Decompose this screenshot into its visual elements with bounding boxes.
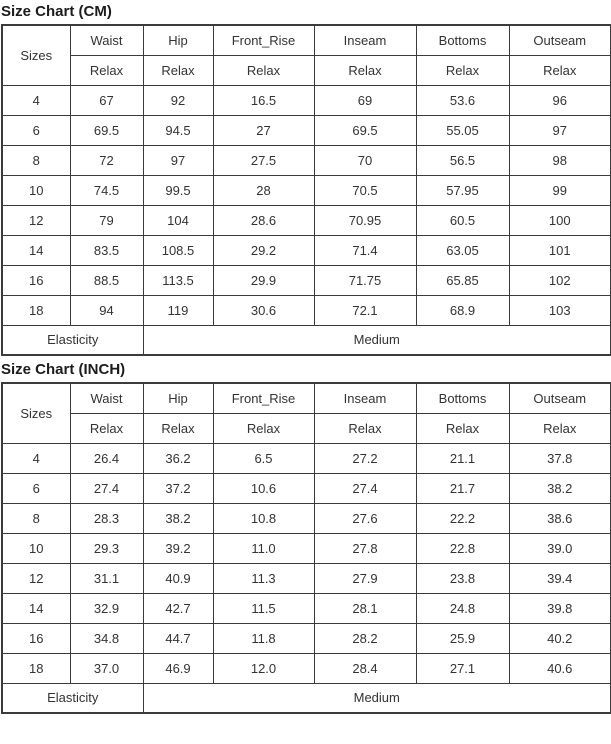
waist-cell: 83.5	[70, 235, 143, 265]
size-row	[2, 115, 611, 145]
inseam-cell: 27.8	[314, 533, 416, 563]
measure-header-cell: Bottoms	[416, 383, 509, 413]
waist-cell: 34.8	[70, 623, 143, 653]
measure-header-row	[2, 25, 611, 55]
fit-header-cell: Relax	[70, 55, 143, 85]
hip-cell: 44.7	[143, 623, 213, 653]
bottoms-cell: 21.1	[416, 443, 509, 473]
waist-cell: 74.5	[70, 175, 143, 205]
front-rise-cell: 16.5	[213, 85, 314, 115]
size-chart-inch-title: Size Chart (INCH)	[1, 361, 126, 378]
size-chart-cm-section	[1, 3, 610, 356]
bottoms-cell: 24.8	[416, 593, 509, 623]
measure-header-cell: Hip	[143, 383, 213, 413]
bottoms-cell: 53.6	[416, 85, 509, 115]
size-cell: 18	[2, 295, 70, 325]
bottoms-cell: 22.8	[416, 533, 509, 563]
size-cell: 8	[2, 145, 70, 175]
size-row	[2, 473, 611, 503]
measure-header-cell: Outseam	[509, 25, 611, 55]
size-row	[2, 653, 611, 683]
bottoms-cell: 63.05	[416, 235, 509, 265]
measure-header-cell: Inseam	[314, 25, 416, 55]
inseam-cell: 27.4	[314, 473, 416, 503]
inseam-cell: 27.2	[314, 443, 416, 473]
measure-header-row	[2, 383, 611, 413]
waist-cell: 88.5	[70, 265, 143, 295]
outseam-cell: 102	[509, 265, 611, 295]
inseam-cell: 70	[314, 145, 416, 175]
hip-cell: 39.2	[143, 533, 213, 563]
bottoms-cell: 27.1	[416, 653, 509, 683]
size-row	[2, 503, 611, 533]
bottoms-cell: 22.2	[416, 503, 509, 533]
outseam-cell: 97	[509, 115, 611, 145]
front-rise-cell: 6.5	[213, 443, 314, 473]
outseam-cell: 39.8	[509, 593, 611, 623]
outseam-cell: 39.4	[509, 563, 611, 593]
front-rise-cell: 10.6	[213, 473, 314, 503]
fit-header-cell: Relax	[70, 413, 143, 443]
size-cell: 16	[2, 623, 70, 653]
front-rise-cell: 27.5	[213, 145, 314, 175]
bottoms-cell: 21.7	[416, 473, 509, 503]
size-row	[2, 593, 611, 623]
size-cell: 6	[2, 473, 70, 503]
bottoms-cell: 65.85	[416, 265, 509, 295]
size-row	[2, 205, 611, 235]
sizes-header-cell: Sizes	[2, 25, 70, 85]
front-rise-cell: 28	[213, 175, 314, 205]
inseam-cell: 27.9	[314, 563, 416, 593]
elasticity-value-cell: Medium	[143, 325, 611, 355]
inseam-cell: 71.4	[314, 235, 416, 265]
size-chart-inch-table	[1, 382, 611, 714]
bottoms-cell: 23.8	[416, 563, 509, 593]
size-cell: 14	[2, 593, 70, 623]
size-cell: 16	[2, 265, 70, 295]
waist-cell: 37.0	[70, 653, 143, 683]
hip-cell: 92	[143, 85, 213, 115]
hip-cell: 97	[143, 145, 213, 175]
outseam-cell: 103	[509, 295, 611, 325]
hip-cell: 113.5	[143, 265, 213, 295]
front-rise-cell: 11.8	[213, 623, 314, 653]
inseam-cell: 27.6	[314, 503, 416, 533]
size-row	[2, 265, 611, 295]
inseam-cell: 69	[314, 85, 416, 115]
bottoms-cell: 57.95	[416, 175, 509, 205]
elasticity-value-cell: Medium	[143, 683, 611, 713]
size-cell: 10	[2, 533, 70, 563]
front-rise-cell: 11.3	[213, 563, 314, 593]
size-cell: 4	[2, 85, 70, 115]
waist-cell: 27.4	[70, 473, 143, 503]
fit-header-cell: Relax	[314, 55, 416, 85]
size-chart-cm-title: Size Chart (CM)	[1, 3, 112, 20]
size-row	[2, 623, 611, 653]
elasticity-row	[2, 683, 611, 713]
fit-header-cell: Relax	[416, 55, 509, 85]
fit-header-cell: Relax	[213, 413, 314, 443]
size-cell: 4	[2, 443, 70, 473]
size-chart-cm-body	[2, 85, 611, 325]
hip-cell: 104	[143, 205, 213, 235]
measure-header-cell: Front_Rise	[213, 383, 314, 413]
bottoms-cell: 56.5	[416, 145, 509, 175]
size-chart-inch-section	[1, 361, 610, 714]
front-rise-cell: 29.9	[213, 265, 314, 295]
inseam-cell: 28.2	[314, 623, 416, 653]
bottoms-cell: 25.9	[416, 623, 509, 653]
outseam-cell: 100	[509, 205, 611, 235]
size-row	[2, 235, 611, 265]
fit-header-cell: Relax	[314, 413, 416, 443]
measure-header-cell: Hip	[143, 25, 213, 55]
size-row	[2, 85, 611, 115]
waist-cell: 69.5	[70, 115, 143, 145]
waist-cell: 32.9	[70, 593, 143, 623]
bottoms-cell: 55.05	[416, 115, 509, 145]
size-row	[2, 443, 611, 473]
size-chart-inch-body	[2, 443, 611, 683]
size-cell: 12	[2, 205, 70, 235]
waist-cell: 29.3	[70, 533, 143, 563]
outseam-cell: 98	[509, 145, 611, 175]
size-row	[2, 295, 611, 325]
fit-header-cell: Relax	[213, 55, 314, 85]
front-rise-cell: 10.8	[213, 503, 314, 533]
front-rise-cell: 30.6	[213, 295, 314, 325]
fit-header-cell: Relax	[509, 55, 611, 85]
outseam-cell: 40.6	[509, 653, 611, 683]
hip-cell: 38.2	[143, 503, 213, 533]
inseam-cell: 28.1	[314, 593, 416, 623]
size-cell: 18	[2, 653, 70, 683]
outseam-cell: 37.8	[509, 443, 611, 473]
hip-cell: 46.9	[143, 653, 213, 683]
outseam-cell: 39.0	[509, 533, 611, 563]
size-row	[2, 175, 611, 205]
measure-header-cell: Inseam	[314, 383, 416, 413]
front-rise-cell: 28.6	[213, 205, 314, 235]
hip-cell: 40.9	[143, 563, 213, 593]
front-rise-cell: 27	[213, 115, 314, 145]
size-cell: 10	[2, 175, 70, 205]
waist-cell: 79	[70, 205, 143, 235]
size-row	[2, 533, 611, 563]
size-cell: 8	[2, 503, 70, 533]
inseam-cell: 72.1	[314, 295, 416, 325]
inseam-cell: 28.4	[314, 653, 416, 683]
waist-cell: 67	[70, 85, 143, 115]
fit-header-cell: Relax	[143, 55, 213, 85]
inseam-cell: 70.5	[314, 175, 416, 205]
inseam-cell: 70.95	[314, 205, 416, 235]
waist-cell: 26.4	[70, 443, 143, 473]
elasticity-row	[2, 325, 611, 355]
measure-header-cell: Bottoms	[416, 25, 509, 55]
front-rise-cell: 11.0	[213, 533, 314, 563]
fit-header-row	[2, 413, 611, 443]
outseam-cell: 96	[509, 85, 611, 115]
hip-cell: 42.7	[143, 593, 213, 623]
size-chart-cm-table	[1, 24, 611, 356]
waist-cell: 94	[70, 295, 143, 325]
hip-cell: 99.5	[143, 175, 213, 205]
outseam-cell: 40.2	[509, 623, 611, 653]
measure-header-cell: Outseam	[509, 383, 611, 413]
hip-cell: 36.2	[143, 443, 213, 473]
measure-header-cell: Waist	[70, 25, 143, 55]
outseam-cell: 99	[509, 175, 611, 205]
measure-header-cell: Front_Rise	[213, 25, 314, 55]
size-row	[2, 145, 611, 175]
waist-cell: 28.3	[70, 503, 143, 533]
waist-cell: 72	[70, 145, 143, 175]
fit-header-cell: Relax	[416, 413, 509, 443]
size-cell: 12	[2, 563, 70, 593]
size-cell: 6	[2, 115, 70, 145]
outseam-cell: 101	[509, 235, 611, 265]
inseam-cell: 71.75	[314, 265, 416, 295]
measure-header-cell: Waist	[70, 383, 143, 413]
outseam-cell: 38.2	[509, 473, 611, 503]
front-rise-cell: 12.0	[213, 653, 314, 683]
hip-cell: 94.5	[143, 115, 213, 145]
hip-cell: 37.2	[143, 473, 213, 503]
front-rise-cell: 29.2	[213, 235, 314, 265]
hip-cell: 119	[143, 295, 213, 325]
fit-header-cell: Relax	[509, 413, 611, 443]
fit-header-cell: Relax	[143, 413, 213, 443]
bottoms-cell: 68.9	[416, 295, 509, 325]
size-row	[2, 563, 611, 593]
elasticity-label-cell: Elasticity	[2, 325, 143, 355]
bottoms-cell: 60.5	[416, 205, 509, 235]
fit-header-row	[2, 55, 611, 85]
front-rise-cell: 11.5	[213, 593, 314, 623]
size-cell: 14	[2, 235, 70, 265]
elasticity-label-cell: Elasticity	[2, 683, 143, 713]
hip-cell: 108.5	[143, 235, 213, 265]
waist-cell: 31.1	[70, 563, 143, 593]
inseam-cell: 69.5	[314, 115, 416, 145]
sizes-header-cell: Sizes	[2, 383, 70, 443]
outseam-cell: 38.6	[509, 503, 611, 533]
